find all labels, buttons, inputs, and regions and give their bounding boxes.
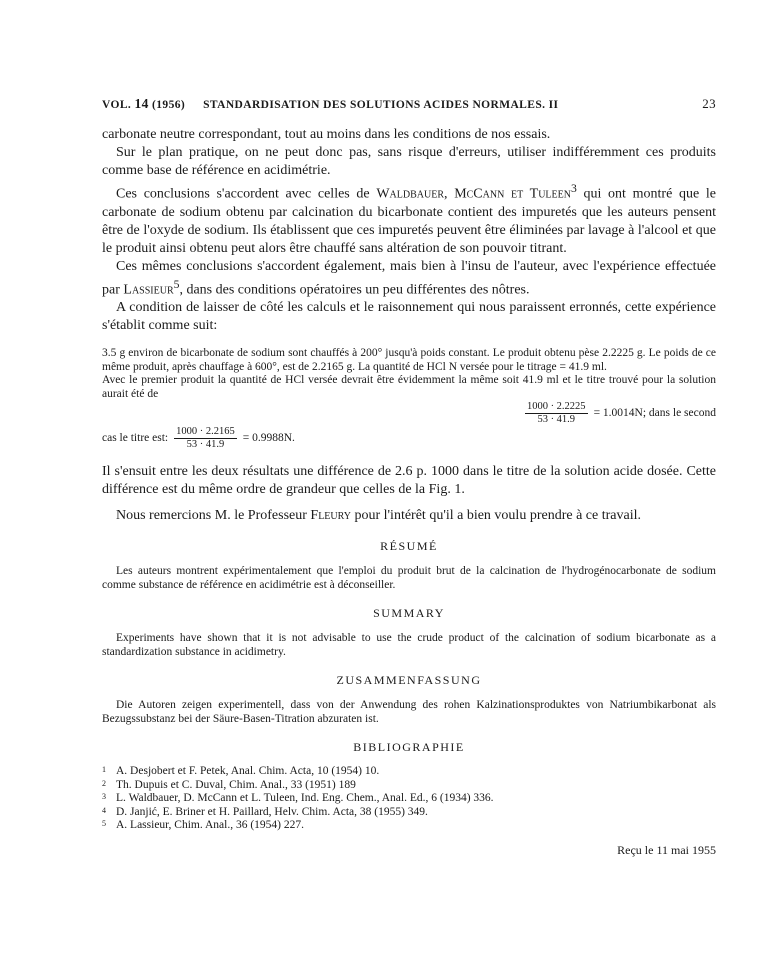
result-2: = 0.9988N. bbox=[242, 432, 295, 445]
volume-number: 14 bbox=[134, 96, 149, 111]
bib-text: D. Janjić, E. Briner et H. Paillard, Helv. Chim. Acta, 38 (1955) 349. bbox=[116, 805, 428, 818]
paragraph-6: Il s'ensuit entre les deux résultats une différence de 2.6 p. 1000 dans le titre de la solution acide dosée. Cette différence est du même ordre de grandeur que celles de la Fig. 1. bbox=[102, 464, 716, 498]
running-title: STANDARDISATION DES SOLUTIONS ACIDES NORMALES. II bbox=[203, 99, 559, 111]
resume-text: Les auteurs montrent expérimentalement que l'emploi du produit brut de la calcination de l'hydrogénocarbonate de sodium comme substance de référence en acidimétrie est à déconseiller. bbox=[102, 565, 716, 592]
quote-1: 3.5 g environ de bicarbonate de sodium sont chauffés à 200° jusqu'à poids constant. Le produit obtenu pèse 2.2225 g. Le poids de ce même produit, après chauffage à 600°, est de 2.2165 g. La quantité de HCl N versée pour le titrage = 41.9 ml. bbox=[102, 347, 716, 373]
summary-text: Experiments have shown that it is not advisable to use the crude product of the calcination of sodium bicarbonate as a standardization substance in acidimetry. bbox=[102, 632, 716, 659]
professor-name: Fleury bbox=[310, 508, 351, 524]
result-1: = 1.0014N; dans le second bbox=[593, 407, 716, 420]
bib-text: Th. Dupuis et C. Duval, Chim. Anal., 33 (1951) 189 bbox=[116, 778, 356, 791]
bib-item bbox=[102, 779, 716, 793]
p7-text-a: Nous remercions M. le Professeur bbox=[116, 508, 311, 524]
experiment-block bbox=[102, 347, 716, 451]
zusammenfassung-heading: ZUSAMMENFASSUNG bbox=[336, 673, 482, 688]
running-head bbox=[102, 96, 716, 112]
bib-text: A. Desjobert et F. Petek, Anal. Chim. Acta, 10 (1954) 10. bbox=[116, 765, 380, 778]
paragraph-5: A condition de laisser de côté les calculs et le raisonnement qui nous paraissent erronnés, cette expérience s'établit comme suit: bbox=[102, 300, 716, 334]
page bbox=[102, 96, 716, 858]
fraction-1 bbox=[525, 401, 588, 426]
p7-text-b: pour l'intérêt qu'il a bien voulu prendre à ce travail. bbox=[350, 508, 641, 524]
p3-text-a: Ces conclusions s'accordent avec celles de bbox=[116, 186, 377, 202]
page-number: 23 bbox=[702, 96, 716, 111]
bib-item bbox=[102, 819, 716, 833]
fraction-1-den: 53 · 41.9 bbox=[537, 414, 576, 426]
quote-2: Avec le premier produit la quantité de HCl versée devrait être évidemment la même soit 41.9 ml et le titre trouvé pour la solution aurait été de bbox=[102, 374, 716, 400]
bib-item bbox=[102, 806, 716, 820]
p4-text-a: Ces mêmes conclusions s'accordent également, mais bien à l'insu de l'auteur, avec l'expérience effectuée par bbox=[102, 258, 716, 298]
bib-number: 4 bbox=[102, 805, 106, 815]
bib-item bbox=[102, 765, 716, 779]
author-name: Lassieur bbox=[123, 282, 174, 298]
calc-line-2 bbox=[102, 426, 716, 451]
quote-3: cas le titre est: bbox=[102, 432, 169, 445]
paragraph-3 bbox=[102, 180, 716, 258]
p4-text-b: , dans des conditions opératoires un peu différentes des nôtres. bbox=[179, 282, 530, 298]
ref-sup: 3 bbox=[570, 182, 577, 195]
bib-number: 2 bbox=[102, 778, 106, 788]
bib-number: 5 bbox=[102, 819, 106, 829]
bib-number: 3 bbox=[102, 792, 106, 802]
bibliography-list bbox=[102, 765, 716, 833]
bib-text: L. Waldbauer, D. McCann et L. Tuleen, Ind. Eng. Chem., Anal. Ed., 6 (1934) 336. bbox=[116, 792, 494, 805]
paragraph-7 bbox=[102, 507, 716, 525]
summary-heading: SUMMARY bbox=[373, 606, 445, 621]
volume-label bbox=[102, 96, 185, 112]
bibliography-heading: BIBLIOGRAPHIE bbox=[353, 740, 465, 755]
fraction-2-num: 1000 · 2.2165 bbox=[176, 426, 235, 438]
bib-item bbox=[102, 792, 716, 806]
paragraph-2: Sur le plan pratique, on ne peut donc pas, sans risque d'erreurs, utiliser indifféremment ces produits comme base de référence en acidimétrie. bbox=[102, 145, 716, 178]
fraction-2 bbox=[174, 426, 237, 451]
paragraph-1: carbonate neutre correspondant, tout au moins dans les conditions de nos essais. bbox=[102, 127, 551, 142]
zusammenfassung-text: Die Autoren zeigen experimentell, dass von der Anwendung des rohen Kalzinationsproduktes von Natriumbikarbonat als Bezugssubstanz bei der Säure-Basen-Titration abzuraten ist. bbox=[102, 699, 716, 726]
author-names: Waldbauer, McCann et Tuleen bbox=[376, 186, 571, 202]
calc-line-1 bbox=[102, 401, 716, 426]
p3-text-b: qui ont montré que le carbonate de sodium obtenu par calcination du bicarbonate contient des impuretés que les auteurs pensent être de l'oxyde de sodium. Ils établissent que ces impuretés peuvent être éliminées par lavage à l'alcool et que le produit ainsi obtenu peut alors être chauffé sans altération de son pouvoir titrant. bbox=[102, 186, 716, 256]
bib-number: 1 bbox=[102, 765, 106, 775]
fraction-2-den: 53 · 41.9 bbox=[186, 439, 225, 451]
fraction-1-num: 1000 · 2.2225 bbox=[526, 401, 586, 413]
volume-text: VOL. bbox=[102, 99, 132, 111]
paragraph-4 bbox=[102, 258, 716, 300]
bib-text: A. Lassieur, Chim. Anal., 36 (1954) 227. bbox=[116, 819, 304, 832]
received-date: Reçu le 11 mai 1955 bbox=[617, 842, 716, 857]
resume-heading: RÉSUMÉ bbox=[380, 539, 438, 554]
ref-sup: 5 bbox=[173, 277, 180, 291]
volume-year: (1956) bbox=[152, 99, 186, 111]
